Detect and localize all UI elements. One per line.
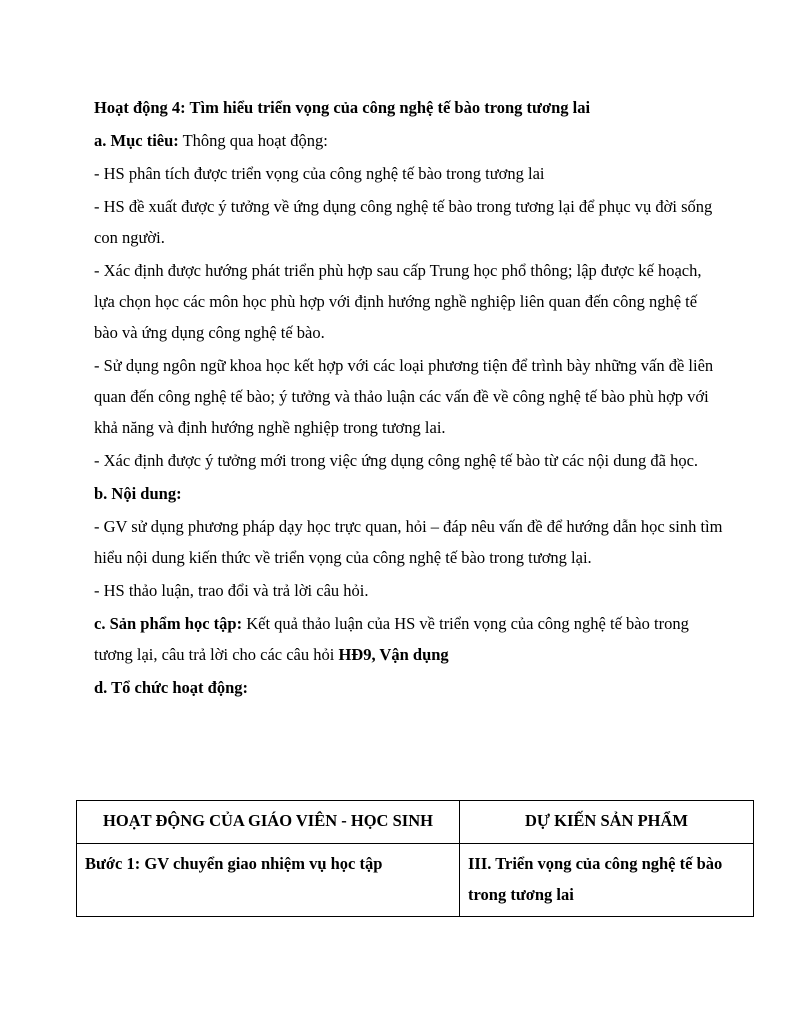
section-a-label: a. Mục tiêu: [94, 131, 179, 150]
activity-table [76, 800, 754, 917]
section-c-bold: HĐ9, Vận dụng [338, 645, 449, 664]
table-cell-product: III. Triển vọng của công nghệ tế bào trong tương lai [460, 844, 754, 917]
section-d-label: d. Tổ chức hoạt động: [94, 678, 249, 697]
table-row [77, 844, 754, 917]
section-c [94, 608, 724, 670]
activity-heading: Hoạt động 4: Tìm hiểu triển vọng của công nghệ tế bào trong tương lai [94, 98, 591, 117]
objective-item: - HS đề xuất được ý tưởng về ứng dụng công nghệ tế bào trong tương lại để phục vụ đời sống con người. [94, 197, 713, 247]
content-item: - GV sử dụng phương pháp dạy học trực quan, hỏi – đáp nêu vấn đề để hướng dẫn học sinh tìm hiểu nội dung kiến thức về triển vọng của công nghệ tế bào trong tương lại. [94, 517, 723, 567]
table-cell-step: Bước 1: GV chuyển giao nhiệm vụ học tập [77, 844, 460, 917]
document-body [94, 92, 724, 705]
objective-item: - Xác định được hướng phát triển phù hợp sau cấp Trung học phổ thông; lập được kế hoạch, lựa chọn học các môn học phù hợp với định hướng nghề nghiệp liên quan đến công nghệ tế bào và ứng dụng công nghệ tế bào. [94, 261, 702, 342]
section-c-label: c. Sản phẩm học tập: [94, 614, 243, 633]
section-a-text: Thông qua hoạt động: [178, 131, 328, 150]
section-c-text: Kết quả thảo luận của HS về triển vọng của công nghệ tế bào trong tương lại, câu trả lời cho các câu hỏi [94, 614, 689, 664]
objective-item: - HS phân tích được triển vọng của công nghệ tế bào trong tương lai [94, 164, 545, 183]
objective-item: - Xác định được ý tưởng mới trong việc ứng dụng công nghệ tế bào từ các nội dung đã học. [94, 451, 699, 470]
table-header-expected-product: DỰ KIẾN SẢN PHẨM [460, 801, 754, 844]
section-b-label: b. Nội dung: [94, 484, 182, 503]
section-a [94, 125, 724, 156]
table-header-teacher-student: HOẠT ĐỘNG CỦA GIÁO VIÊN - HỌC SINH [77, 801, 460, 844]
content-item: - HS thảo luận, trao đổi và trả lời câu hỏi. [94, 581, 369, 600]
table-header-row [77, 801, 754, 844]
objective-item: - Sử dụng ngôn ngữ khoa học kết hợp với các loại phương tiện để trình bày những vấn đề liên quan đến công nghệ tế bào; ý tưởng và thảo luận các vấn đề về công nghệ tế bào phù hợp với khả năng và định hướng nghề nghiệp trong tương lai. [94, 356, 714, 437]
